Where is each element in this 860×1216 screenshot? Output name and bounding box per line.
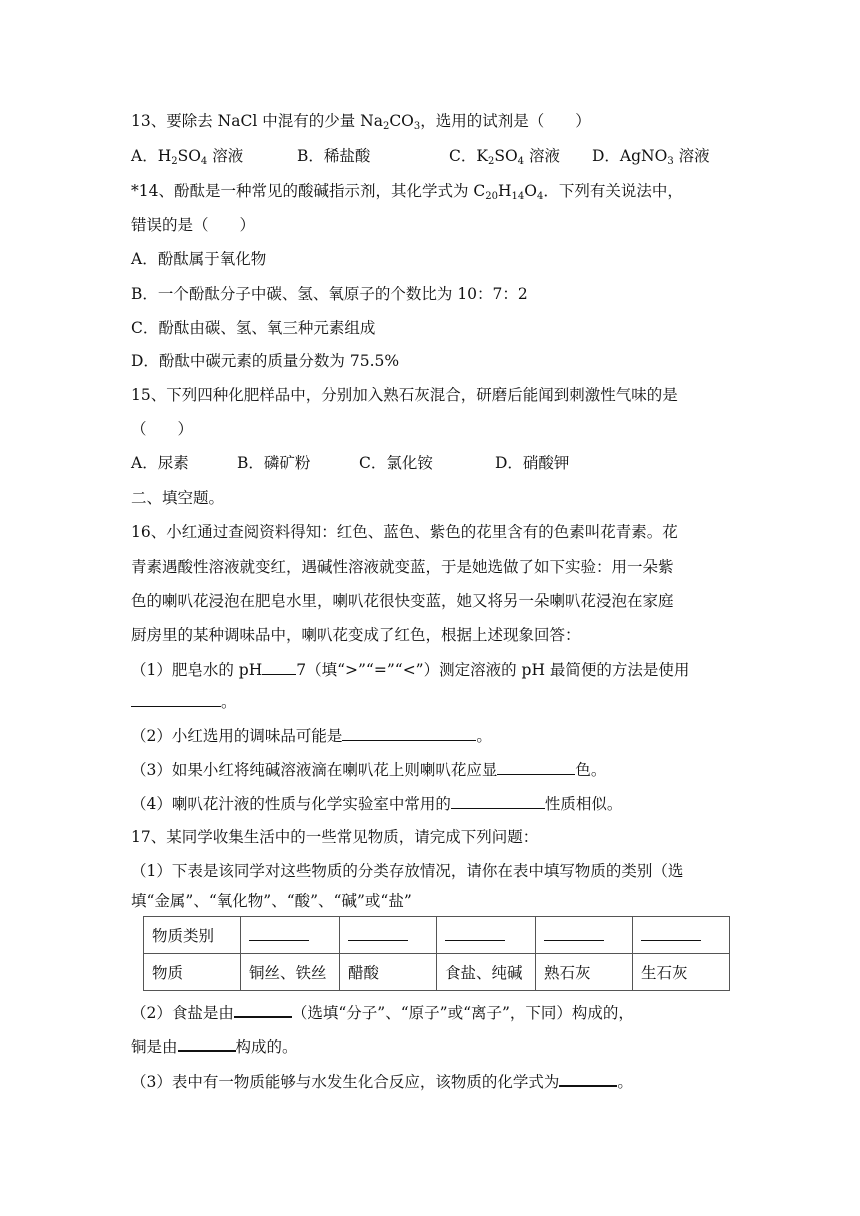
- q13-stem-text-b: CO: [389, 112, 414, 130]
- q15-option-b: B．磷矿粉: [237, 454, 311, 472]
- q16-p1-blank-1[interactable]: [262, 658, 296, 675]
- q13-option-d: D．AgNO$_3$ 溶液: [592, 147, 710, 167]
- substance-cell-5: 生石灰: [633, 954, 730, 991]
- q16-part-1: （1）肥皂水的 pH 7（填“>”“=”“<”）测定溶液的 pH 最简便的方法是使用: [131, 658, 689, 681]
- q15-stem: 15、下列四种化肥样品中，分别加入熟石灰混合，研磨后能闻到刺激性气味的是: [131, 386, 678, 404]
- q13-stem: [131, 110, 591, 138]
- q16-part-2: （2）小红选用的调味品可能是 。: [131, 724, 492, 747]
- q13-option-a: A．$H_2SO_4$ 溶液: [131, 147, 244, 167]
- q14-stem-line2: 错误的是（ ）: [131, 216, 256, 234]
- q15-stem-line2: （ ）: [131, 420, 194, 438]
- q14-option-b: B．一个酚酞分子中碳、氢、氧原子的个数比为 10：7：2: [131, 285, 528, 303]
- q14-option-d: D．酚酞中碳元素的质量分数为 75.5%: [131, 352, 400, 370]
- q16-line-2: 青素遇酸性溶液就变红，遇碱性溶液就变蓝，于是她选做了如下实验：用一朵紫: [131, 558, 674, 576]
- q16-line-3: 色的喇叭花浸泡在肥皂水里，喇叭花很快变蓝，她又将另一朵喇叭花浸泡在家庭: [131, 592, 674, 610]
- q16-p2-blank[interactable]: [342, 724, 476, 741]
- q14-option-c: C．酚酞由碳、氢、氧三种元素组成: [131, 319, 376, 337]
- category-cell-2[interactable]: [340, 917, 437, 954]
- q17-p2-blank-1[interactable]: [234, 1000, 292, 1018]
- q17-line-1: 17、某同学收集生活中的一些常见物质，请完成下列问题：: [131, 828, 539, 846]
- q13-stem-sub2: 3: [413, 121, 421, 132]
- q15-option-a: A．尿素: [131, 454, 189, 472]
- q16-part-4: （4）喇叭花汁液的性质与化学实验室中常用的 性质相似。: [131, 792, 622, 815]
- q16-line-1: 16、小红通过查阅资料得知：红色、蓝色、紫色的花里含有的色素叫花青素。花: [131, 523, 678, 541]
- substance-cell-1: 铜丝、铁丝: [241, 954, 340, 991]
- q16-p3-blank[interactable]: [497, 758, 575, 775]
- category-cell-1[interactable]: [241, 917, 340, 954]
- q13-stem-sub: 2: [382, 121, 390, 132]
- q15-option-c: C．氯化铵: [359, 454, 433, 472]
- category-cell-5[interactable]: [633, 917, 730, 954]
- category-cell-3[interactable]: [437, 917, 536, 954]
- table-row-substance: [144, 954, 730, 991]
- substance-cell-2: 醋酸: [340, 954, 437, 991]
- table-header-substance: 物质: [144, 954, 241, 991]
- classification-table: [143, 916, 730, 991]
- q16-p4-blank[interactable]: [451, 792, 545, 809]
- q17-p3-blank[interactable]: [559, 1069, 617, 1087]
- q17-part-3: （3）表中有一物质能够与水发生化合反应，该物质的化学式为 。: [131, 1069, 633, 1093]
- q15-option-d: D．硝酸钾: [495, 454, 570, 472]
- substance-cell-4: 熟石灰: [536, 954, 633, 991]
- q17-part-1-line-2: 填“金属”、“氧化物”、“酸”、“碱”或“盐”: [131, 892, 412, 910]
- q16-line-4: 厨房里的某种调味品中，喇叭花变成了红色，根据上述现象回答：: [131, 626, 581, 644]
- q14-option-a: A．酚酞属于氧化物: [131, 250, 267, 268]
- q16-p1-blank-2[interactable]: [131, 690, 221, 707]
- q13-option-c: C．$K_2SO_4$ 溶液: [449, 147, 560, 167]
- q17-part-2-line-2: 铜是由 构成的。: [131, 1034, 298, 1058]
- table-header-category: 物质类别: [144, 917, 241, 954]
- q17-part-2: （2）食盐是由 （选填“分子”、“原子”或“离子”，下同）构成的，: [131, 1000, 634, 1024]
- q16-part-3: （3）如果小红将纯碱溶液滴在喇叭花上则喇叭花应显 色。: [131, 758, 606, 781]
- q14-stem: *14、酚酞是一种常见的酸碱指示剂，其化学式为 $C_{20}H_{14}O_4$．下列有关说法中，: [131, 182, 683, 202]
- substance-cell-3: 食盐、纯碱: [437, 954, 536, 991]
- q17-p2-blank-2[interactable]: [178, 1034, 236, 1052]
- section-heading: 二、填空题。: [131, 489, 225, 507]
- q15-options: [131, 452, 731, 474]
- q13-option-b: B．稀盐酸: [297, 147, 371, 165]
- q16-part-1-cont: 。: [131, 690, 237, 713]
- q17-part-1-line-1: （1）下表是该同学对这些物质的分类存放情况，请你在表中填写物质的类别（选: [131, 862, 684, 880]
- q13-stem-text-a: 13、要除去 NaCl 中混有的少量 Na: [131, 112, 383, 130]
- category-cell-4[interactable]: [536, 917, 633, 954]
- table-row-category: [144, 917, 730, 954]
- q13-stem-text-c: ，选用的试剂是（ ）: [420, 112, 591, 130]
- q13-options: [131, 145, 731, 167]
